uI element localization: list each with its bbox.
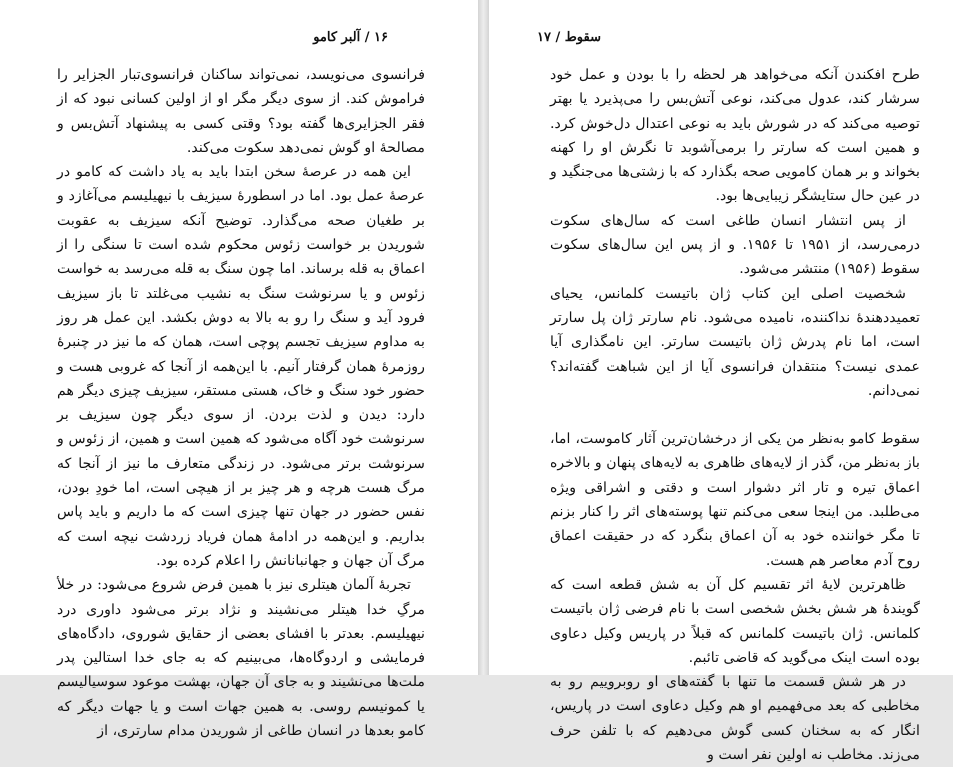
paragraph: در هر شش قسمت ما تنها با گفته‌های او روبروییم رو به مخاطبی که بعد می‌فهمیم او هم وکیل دعاوی است در پاریس، انگار که به سخنان کسی گوش می‌دهیم که با تلفن حرف می‌زند. مخاطب نه اولین نفر است و <box>550 674 920 764</box>
paragraph: این همه در عرصهٔ سخن ابتدا باید به یاد داشت که کامو در عرصهٔ عمل بود. اما در اسطورهٔ سیزیف با نیهیلیسم می‌آغازد و بر طغیان صحه می‌گذارد. توضیح آنکه سیزیف به عقوبت شوریدن بر خواست زئوس محکوم شده است تا سنگی را از اعماق به قله برساند. اما چون سنگ به قله می‌رسد به خواست زئوس و یا سرنوشت سنگ به نشیب می‌غلتد تا باز سیزیف فرود آید و سنگ را رو به بالا به دوش بکشد. این عمل هر روز به مداوم سیزیف تجسم پوچی است، همان که ما نیز در چنبرهٔ روزمرهٔ همان گرفتار آنیم. با این‌همه از آنجا که غروبی هست و حضور خود سنگ و خاک، هستی مستقر، سیزیف چیزی دیگر هم دارد: دیدن و لذت بردن. از سوی دیگر چون سیزیف بر سرنوشت خود آگاه می‌شود که همین است و همین، از زئوس و سرنوشت برتر می‌شود. در زندگی متعارف ما نیز از آنجا که مرگ هست هرچه و هر چیز بر از هیچی است، اما خودِ بودن، نفس حضور در جهان تنها چیزی است که ما داریم و باید پاس بداریم. و این‌همه در ادامهٔ همان فریاد زردشت نیچه است که مرگ آن جهان و جهانبانانش را اعلام کرده بود. <box>57 164 425 569</box>
running-header: سقوط / ۱۷ <box>537 30 601 45</box>
body-text <box>57 63 425 743</box>
paragraph: تجربهٔ آلمان هیتلری نیز با همین فرض شروع می‌شود: در خلأ مرگِ خدا هیتلر می‌نشیند و نژاد برتر می‌شود داوری درد نیهیلیسم. بعدتر با افشای بعضی از حقایق شوروی، دادگاه‌های فرمایشی و اردوگاه‌ها، می‌بینیم که به جای خدا استالین پدر ملت‌ها می‌نشیند و به جای آن جهان، بهشت موعود سوسیالیسم یا کمونیسم روسی. به همین جهات است و یا جهات دیگر که کامو بعدها در انسان طاغی از شوریدن مدام سارتری، از <box>57 577 425 740</box>
paragraph: ظاهرترین لایهٔ اثر تقسیم کل آن به شش قطعه است که گویندهٔ هر شش بخش شخصی است با نام فرضی ژان باتیست کلمانس. ژان باتیست کلمانس که قبلاً در پاریس وکیل دعاوی بوده است اینک می‌گوید که قاضی تائبم. <box>550 576 920 666</box>
left-page <box>0 0 478 740</box>
paragraph: طرح افکندن آنکه می‌خواهد هر لحظه را با بودن و عمل خود سرشار کند، عدول می‌کند، نوعی آتش‌بس را می‌پذیرد یا بهتر توصیه می‌کند که در شورش باید به نوعی اعتدال دل‌خوش کرد. و همین است که سارتر را برمی‌آشوبد تا نگرش او را کهنه بخواند و بر همان کامویی صحه بگذارد که با زشتی‌ها می‌جنگید و در عین حال ستایشگر زیبایی‌ها بود. <box>550 67 920 205</box>
paragraph: شخصیت اصلی این کتاب ژان باتیست کلمانس، یحیای تعمیددهندهٔ نداکننده، نامیده می‌شود. نام سارتر ژان پل سارتر است، اما نام پدرش ژان باتیست سارتر. این نامگذاری آیا عمدی نیست؟ منتقدان فرانسوی آیا از این شباهت گفته‌اند؟ نمی‌دانم. <box>550 285 920 399</box>
right-page <box>489 0 953 764</box>
paragraph: از پس انتشار انسان طاغی است که سال‌های سکوت درمی‌رسد، از ۱۹۵۱ تا ۱۹۵۶. و از پس این سال‌های سکوت سقوط (۱۹۵۶) منتشر می‌شود. <box>550 212 921 278</box>
paragraph: سقوط کامو به‌نظر من یکی از درخشان‌ترین آثار کاموست، اما، باز به‌نظر من، گذر از لایه‌های ظاهری به لایه‌های پنهان و بالاخره اعماق تیره و تار اثر دشوار است و دقتی و اشراقی ویژه می‌طلبد. من اینجا سعی می‌کنم تنها پوسته‌های اثر را کنار بزنم تا مگر خواننده خود به آن اعماق بنگرد که در حقیقت اعماق روح آدم معاصر هم هست. <box>550 431 920 569</box>
running-header: ۱۶ / آلبر کامو <box>313 30 388 45</box>
book-gutter <box>478 0 489 675</box>
body-text <box>550 63 920 767</box>
paragraph: فرانسوی می‌نویسد، نمی‌تواند ساکنان فرانسوی‌تبار الجزایر را فراموش کند. از سوی دیگر مگر او از اولین کسانی نبود که از فقر الجزایری‌ها گفته بود؟ وقتی کسی به پیشنهاد آتش‌بس و مصالحهٔ او گوش نمی‌دهد سکوت می‌کند. <box>57 67 425 156</box>
